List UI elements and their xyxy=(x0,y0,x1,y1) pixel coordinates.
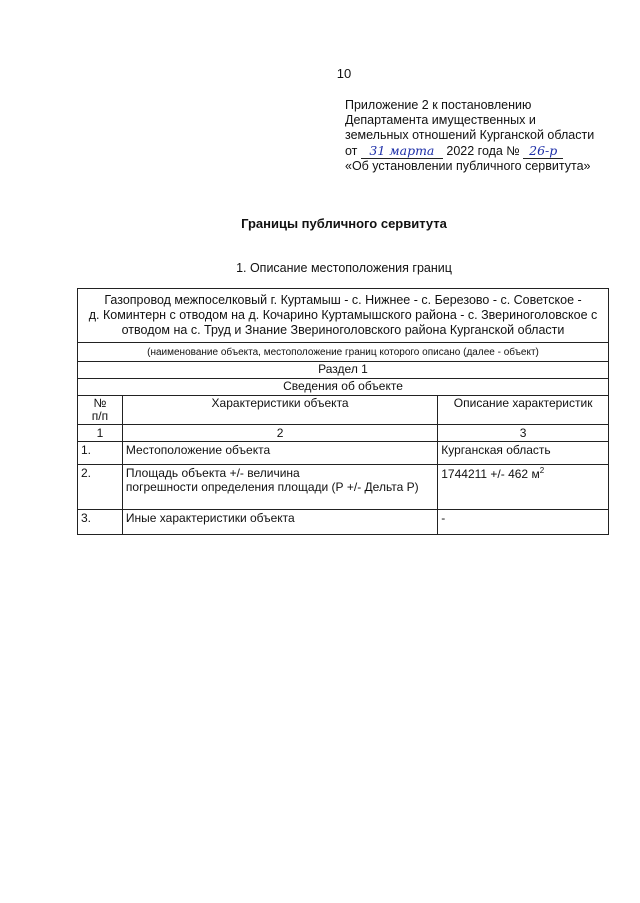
object-note-row xyxy=(78,343,609,362)
handwritten-date: 31 марта xyxy=(361,143,443,159)
column-number-cell: 3 xyxy=(438,425,609,442)
table-row xyxy=(78,442,609,465)
appendix-line: Приложение 2 к постановлению xyxy=(345,98,532,112)
section-row xyxy=(78,362,609,379)
table-row xyxy=(78,510,609,535)
appendix-block xyxy=(345,98,594,174)
column-header-row xyxy=(78,396,609,425)
header-num-line: п/п xyxy=(91,409,109,423)
object-name-line: отводом на с. Труд и Знание Звериноголовского района Курганской области xyxy=(121,323,565,337)
row-value-cell xyxy=(438,465,609,510)
column-number-cell: 1 xyxy=(78,425,123,442)
table-row xyxy=(78,465,609,510)
row-name-line: Площадь объекта +/- величина xyxy=(125,466,300,480)
appendix-line: «Об установлении публичного сервитута» xyxy=(345,159,591,173)
object-name-row xyxy=(78,289,609,343)
row-value-superscript: 2 xyxy=(539,466,545,475)
row-value-cell: - xyxy=(438,510,609,535)
column-number-cell: 2 xyxy=(122,425,437,442)
section-title-cell: Сведения об объекте xyxy=(78,379,609,396)
page-title: Границы публичного сервитута xyxy=(241,216,447,231)
appendix-date-line xyxy=(345,143,594,159)
row-value-cell: Курганская область xyxy=(438,442,609,465)
page-subtitle: 1. Описание местоположения границ xyxy=(236,261,452,275)
row-name-cell xyxy=(122,465,437,510)
row-name-line: погрешности определения площади (Р +/- Дельта Р) xyxy=(125,480,419,494)
row-number-cell: 1. xyxy=(78,442,123,465)
object-name-cell xyxy=(78,289,609,343)
header-num-line: № xyxy=(93,396,107,410)
object-note-cell: (наименование объекта, местоположение границ которого описано (далее - объект) xyxy=(78,343,609,362)
servitude-table xyxy=(77,288,609,535)
row-name-cell: Местоположение объекта xyxy=(122,442,437,465)
section-title-row xyxy=(78,379,609,396)
row-number-cell: 3. xyxy=(78,510,123,535)
date-prefix: от xyxy=(345,144,358,158)
column-number-row xyxy=(78,425,609,442)
row-number-cell: 2. xyxy=(78,465,123,510)
row-name-cell: Иные характеристики объекта xyxy=(122,510,437,535)
page-number: 10 xyxy=(336,66,352,81)
handwritten-number: 26-р xyxy=(523,143,563,159)
header-description-cell: Описание характеристик xyxy=(438,396,609,425)
appendix-line: Департамента имущественных и xyxy=(345,113,536,127)
date-middle: 2022 года № xyxy=(446,144,520,158)
section-cell: Раздел 1 xyxy=(78,362,609,379)
object-name-line: д. Коминтерн с отводом на д. Кочарино Куртамышского района - с. Звериноголовское с xyxy=(88,308,598,322)
row-value-text: 1744211 +/- 462 м xyxy=(441,467,540,481)
header-characteristics-cell: Характеристики объекта xyxy=(122,396,437,425)
header-num-cell xyxy=(78,396,123,425)
appendix-line: земельных отношений Курганской области xyxy=(345,128,595,142)
object-name-line: Газопровод межпоселковый г. Куртамыш - с. Нижнее - с. Березово - с. Советское - xyxy=(104,293,582,307)
